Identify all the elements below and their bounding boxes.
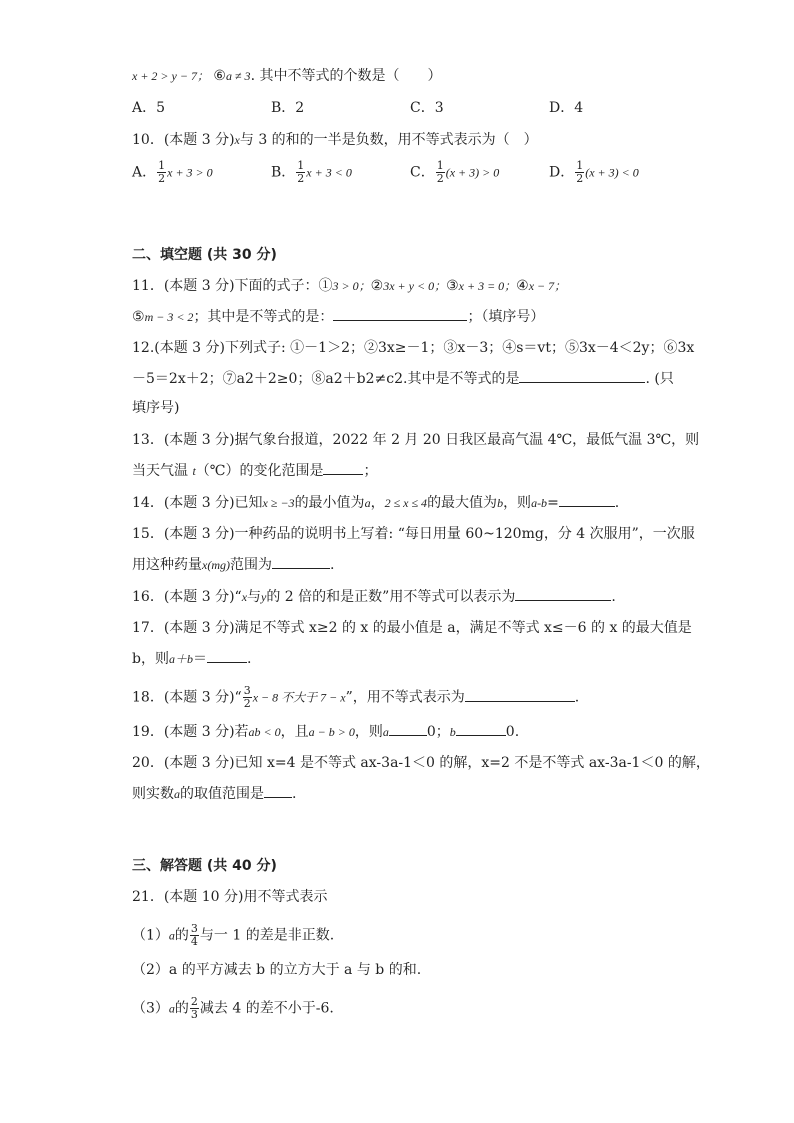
q14-vb: b xyxy=(497,496,504,510)
q11-line2 xyxy=(132,306,544,327)
q10-option-a[interactable] xyxy=(132,160,213,185)
q17-answer-blank[interactable] xyxy=(207,648,247,663)
q10-c-expr: (x + 3) > 0 xyxy=(445,165,500,180)
q9-option-c[interactable]: C．3 xyxy=(410,100,444,116)
q21-part3 xyxy=(132,996,334,1021)
q20-var: a xyxy=(174,787,180,801)
q20-line1: 20．(本题 3 分)已知 x=4 是不等式 ax-3a-1＜0 的解，x=2 不是不等式 ax-3a-1＜0 的解， xyxy=(132,755,710,771)
q19-answer-blank-b[interactable] xyxy=(456,721,506,736)
q19-line xyxy=(132,721,519,742)
q9-text: . 其中不等式的个数是（ ） xyxy=(250,68,442,84)
q15-b: 范围为 xyxy=(229,557,272,573)
q13-b: （℃）的变化范围是 xyxy=(195,463,324,479)
q21-p3-var: a xyxy=(168,1001,175,1016)
q9-option-a[interactable]: A．5 xyxy=(132,100,166,116)
q21-p3-den: 3 xyxy=(190,1008,198,1021)
q14-end: . xyxy=(614,495,620,511)
q11-e3: x + 3 = 0； xyxy=(458,279,517,293)
q17-var: a＋b xyxy=(168,652,193,666)
q10-c-den: 2 xyxy=(436,172,444,185)
q17-line1: 17．(本题 3 分)满足不等式 x≥2 的 x 的最小值是 a，满足不等式 x≤－6 的 x 的最大值是 xyxy=(132,620,692,636)
q9-option-d[interactable]: D．4 xyxy=(549,100,584,116)
q10-b-num: 1 xyxy=(297,159,305,172)
q14-a: 14．(本题 3 分)已知 xyxy=(132,495,263,511)
q15-var: x(mg) xyxy=(202,558,230,572)
q21-part1 xyxy=(132,923,334,948)
q10-option-c[interactable] xyxy=(410,160,499,185)
q10-b-expr: x + 3 < 0 xyxy=(306,165,352,180)
q10-d-den: 2 xyxy=(576,172,584,185)
q15-line2 xyxy=(132,554,334,575)
q18-expr: x − 8 不大于 7 − x xyxy=(252,690,346,705)
q16-b: 与 xyxy=(247,589,262,605)
q20-end: . xyxy=(292,786,297,802)
q19-d: ； xyxy=(435,724,450,740)
q19-m2: a − b > 0 xyxy=(308,725,355,739)
q11-text: ；其中是不等式的是： xyxy=(193,309,334,325)
q11-answer-blank[interactable] xyxy=(333,306,467,321)
q16-end: . xyxy=(611,589,616,605)
q17-b: ＝ xyxy=(192,651,207,667)
q21-p1-a: （1） xyxy=(132,927,169,944)
q21-p3-b: 的 xyxy=(174,1000,189,1017)
q10-prefix: 10．(本题 3 分) xyxy=(132,132,235,148)
q19-vb: b xyxy=(449,725,456,739)
q10-d-label: D． xyxy=(549,164,575,181)
q15-answer-blank[interactable] xyxy=(272,554,330,569)
q13-line2 xyxy=(132,460,377,481)
q16-line xyxy=(132,586,616,607)
q21-p1-b: 的 xyxy=(174,927,189,944)
q19-end: 0. xyxy=(505,724,520,740)
q14-e: ，则 xyxy=(503,495,532,511)
q11-line1 xyxy=(132,276,566,296)
q9-tail-line xyxy=(132,66,441,86)
q10-b-den: 2 xyxy=(297,172,305,185)
q17-end: . xyxy=(246,651,252,667)
q10-c-label: C． xyxy=(410,164,435,181)
q10-d-frac xyxy=(575,160,584,185)
q14-vab: a-b xyxy=(531,496,548,510)
q10-stem xyxy=(132,130,538,150)
q21-p2-a: （2） xyxy=(132,962,169,978)
q14-c: ， xyxy=(370,495,385,511)
q10-a-den: 2 xyxy=(158,172,166,185)
q16-a: 16．(本题 3 分)“ xyxy=(132,589,242,605)
q19-answer-blank-a[interactable] xyxy=(389,721,427,736)
q15-end: . xyxy=(329,557,335,573)
q14-b: 的最小值为 xyxy=(294,495,365,511)
q19-zero-1: 0 xyxy=(426,724,436,740)
q12-text: －5＝2x＋2；⑦a2＋2≥0；⑧a2＋b2≠c2.其中是不等式的是 xyxy=(132,371,520,387)
q12-line2 xyxy=(132,368,674,389)
q10-var: x xyxy=(234,133,240,147)
q10-c-num: 1 xyxy=(436,159,444,172)
q19-c: ，则 xyxy=(354,724,383,740)
q12-end: . (只 xyxy=(645,371,674,387)
q9-option-b[interactable]: B．2 xyxy=(271,100,305,116)
q21-p1-num: 3 xyxy=(190,922,198,935)
q11-e4: x − 7； xyxy=(528,279,567,293)
q18-end: . xyxy=(574,689,580,706)
q13-var: t xyxy=(192,464,196,478)
q11-e2n: ② xyxy=(370,278,384,294)
q9-item6: ⑥ xyxy=(213,68,226,84)
q18-b: ”，用不等式表示为 xyxy=(345,689,465,706)
q19-m1: ab < 0 xyxy=(248,725,281,739)
q15-line1: 15．(本题 3 分)一种药品的说明书上写着: “每日用量 60~120mg，分 4 次服用”，一次服 xyxy=(132,526,695,542)
q11-e5n: ⑤ xyxy=(132,309,145,325)
q18-answer-blank[interactable] xyxy=(465,687,575,702)
q16-answer-blank[interactable] xyxy=(515,586,611,601)
section2-title: 二、填空题 (共 30 分) xyxy=(132,247,277,263)
q13-end: ； xyxy=(363,463,378,479)
q10-b-label: B． xyxy=(271,164,296,181)
q14-d: 的最大值为 xyxy=(427,495,498,511)
q13-line1: 13．(本题 3 分)据气象台报道，2022 年 2 月 20 日我区最高气温 4℃，最低气温 3℃，则 xyxy=(132,432,700,448)
q20-a: 则实数 xyxy=(132,786,174,802)
q11-e2: 3x + y < 0； xyxy=(383,279,447,293)
q11-e1: 3 > 0； xyxy=(332,279,371,293)
q21-p1-c: 与一 1 的差是非正数. xyxy=(199,927,335,944)
q16-c: 的 2 倍的和是正数”用不等式可以表示为 xyxy=(266,589,516,605)
q9-expr: x + 2 > y − 7； xyxy=(132,69,209,83)
q21-part2 xyxy=(132,960,421,980)
q18-a: 18．(本题 3 分)“ xyxy=(132,689,242,706)
q14-line xyxy=(132,492,619,513)
q11-e5: m − 3 < 2 xyxy=(144,310,194,324)
q10-option-d[interactable] xyxy=(549,160,639,185)
q21-stem: 21．(本题 10 分)用不等式表示 xyxy=(132,889,328,905)
q10-b-frac xyxy=(296,160,305,185)
q14-f: = xyxy=(547,495,559,511)
q14-m2: 2 ≤ x ≤ 4 xyxy=(384,496,428,510)
q19-a: 19．(本题 3 分)若 xyxy=(132,724,249,740)
q14-va: a xyxy=(364,496,371,510)
q12-line1: 12.(本题 3 分)下列式子: ①－1＞2；②3x≥－1；③x－3；④s＝vt；⑤3x－4＜2y；⑥3x xyxy=(132,340,695,356)
q17-a: b，则 xyxy=(132,651,169,667)
q20-line2 xyxy=(132,783,296,804)
q10-a-num: 1 xyxy=(158,159,166,172)
q16-vx: x xyxy=(241,590,248,604)
q11-e1n: ① xyxy=(318,278,333,294)
q17-line2 xyxy=(132,648,251,669)
q12-line3: 填序号) xyxy=(132,400,180,416)
q19-va: a xyxy=(382,725,389,739)
q21-p2-text: a 的平方减去 b 的立方大于 a 与 b 的和. xyxy=(168,962,422,978)
q10-a-expr: x + 3 > 0 xyxy=(167,165,213,180)
q11-prefix: 11．(本题 3 分)下面的式子： xyxy=(132,278,319,294)
q18-num: 3 xyxy=(243,684,251,697)
q11-e3n: ③ xyxy=(446,278,459,294)
q20-b: 的取值范围是 xyxy=(180,786,264,802)
q10-text: 与 3 的和的一半是负数，用不等式表示为（ ） xyxy=(239,132,538,148)
q11-end: ；（填序号） xyxy=(467,309,545,325)
q21-p1-var: a xyxy=(168,928,175,943)
q13-a: 当天气温 xyxy=(132,463,188,479)
q11-e4n: ④ xyxy=(516,278,529,294)
q15-a: 用这种药量 xyxy=(132,557,202,573)
q18-frac xyxy=(243,685,252,710)
q18-line xyxy=(132,685,579,710)
q10-c-frac xyxy=(436,160,445,185)
q14-m1: x ≥ −3 xyxy=(262,496,295,510)
q18-den: 2 xyxy=(243,697,251,710)
q12-answer-blank[interactable] xyxy=(519,368,645,383)
q10-d-expr: (x + 3) < 0 xyxy=(585,165,639,180)
q10-a-label: A． xyxy=(132,164,157,181)
q9-expr6: a ≠ 3 xyxy=(225,69,251,83)
q21-p1-frac xyxy=(190,923,199,948)
q21-p1-den: 4 xyxy=(190,935,198,948)
q13-answer-blank[interactable] xyxy=(323,460,363,475)
q21-p3-frac xyxy=(190,996,199,1021)
q21-p3-a: （3） xyxy=(132,1000,169,1017)
q21-p3-c: 减去 4 的差不小于-6. xyxy=(199,1000,334,1017)
q16-vy: y xyxy=(261,590,267,604)
q19-b: ，且 xyxy=(280,724,309,740)
q20-answer-blank[interactable] xyxy=(264,783,292,798)
q10-a-frac xyxy=(157,160,166,185)
q21-p3-num: 2 xyxy=(190,995,198,1008)
section3-title: 三、解答题 (共 40 分) xyxy=(132,858,277,874)
q14-answer-blank[interactable] xyxy=(559,492,615,507)
q10-d-num: 1 xyxy=(576,159,584,172)
q10-option-b[interactable] xyxy=(271,160,352,185)
